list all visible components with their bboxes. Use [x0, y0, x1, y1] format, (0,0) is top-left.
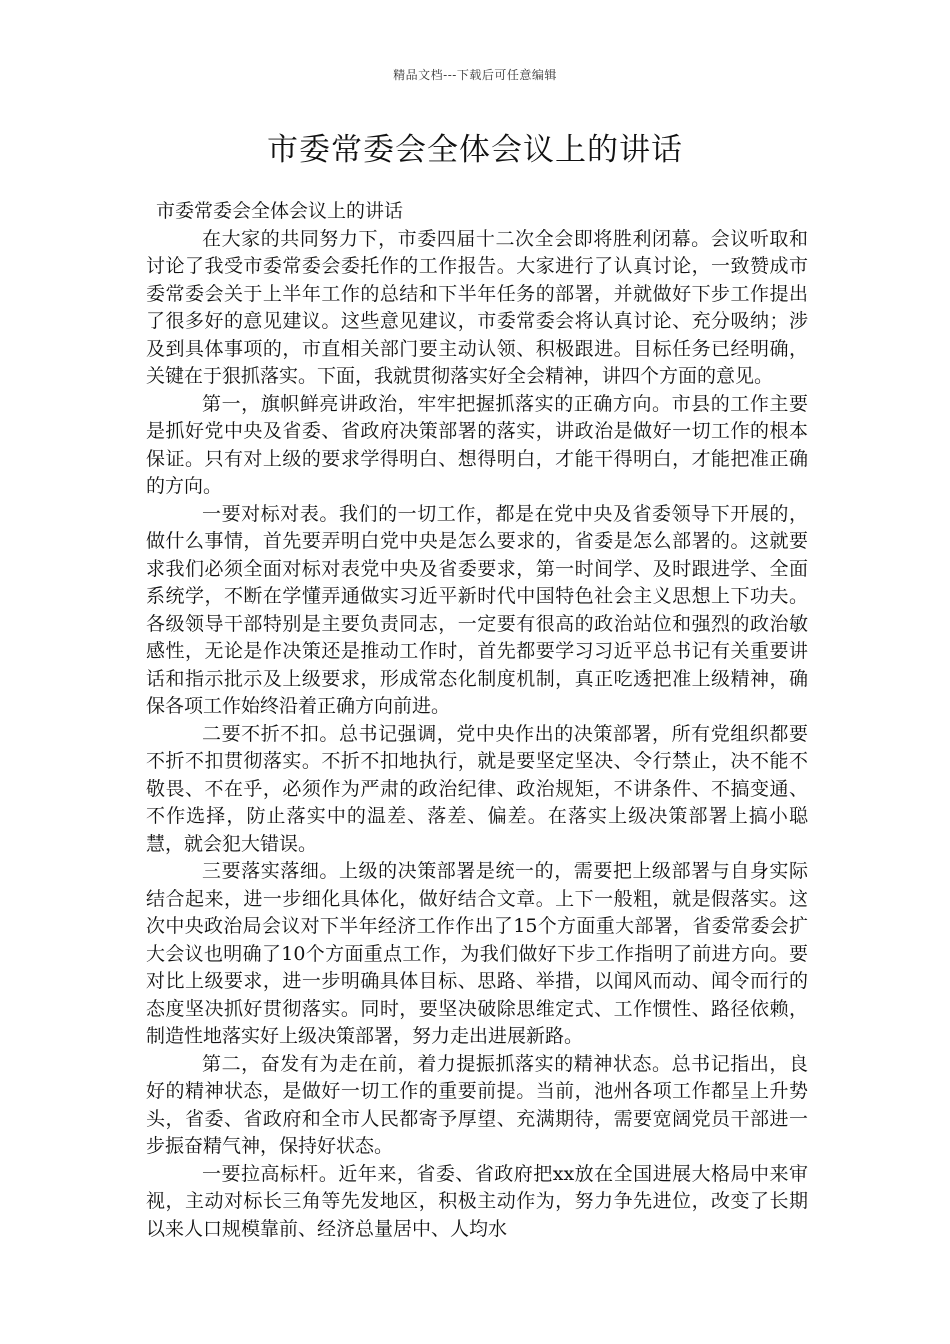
paragraph-section-1-point-2: 二要不折不扣。总书记强调，党中央作出的决策部署，所有党组织都要不折不扣贯彻落实。不折不扣地执行，就是要坚定坚决、令行禁止，决不能不敬畏、不在乎，必须作为严肃的政治纪律、政治规矩，不讲条件、不搞变通、不作选择，防止落实中的温差、落差、偏差。在落实上级决策部署上搞小聪慧，就会犯大错误。 [146, 722, 808, 855]
paragraph-section-2-point-1: 一要拉高标杆。近年来，省委、省政府把xx放在全国进展大格局中来审视，主动对标长三角等先发地区，积极主动作为，努力争先进位，改变了长期以来人口规模靠前、经济总量居中、人均水 [146, 1162, 808, 1240]
paragraph-section-1: 第一，旗帜鲜亮讲政治，牢牢把握抓落实的正确方向。市县的工作主要是抓好党中央及省委、省政府决策部署的落实，讲政治是做好一切工作的根本保证。只有对上级的要求学得明白、想得明白，才能干得明白，才能把准正确的方向。 [146, 392, 808, 497]
paragraph-section-1-point-3: 三要落实落细。上级的决策部署是统一的，需要把上级部署与自身实际结合起来，进一步细化具体化，做好结合文章。上下一般粗，就是假落实。这次中央政治局会议对下半年经济工作作出了15个方面重大部署，省委常委会扩大会议也明确了10个方面重点工作，为我们做好下步工作指明了前进方向。要对比上级要求，进一步明确具体目标、思路、举措，以闻风而动、闻令而行的态度坚决抓好贯彻落实。同时，要坚决破除思维定式、工作惯性、路径依赖，制造性地落实好上级决策部署，努力走出进展新路。 [146, 860, 808, 1047]
document-subtitle: 市委常委会全体会议上的讲话 [156, 200, 404, 222]
paragraph-section-1-point-1: 一要对标对表。我们的一切工作，都是在党中央及省委领导下开展的，做什么事情，首先要弄明白党中央是怎么要求的，省委是怎么部署的。这就要求我们必须全面对标对表党中央及省委要求，第一时间学、及时跟进学、全面系统学，不断在学懂弄通做实习近平新时代中国特色社会主义思想上下功夫。各级领导干部特别是主要负责同志，一定要有很高的政治站位和强烈的政治敏感性，无论是作决策还是推动工作时，首先都要学习习近平总书记有关重要讲话和指示批示及上级要求，形成常态化制度机制，真正吃透把准上级精神，确保各项工作始终沿着正确方向前进。 [146, 502, 808, 717]
paragraph-section-2: 第二，奋发有为走在前，着力提振抓落实的精神状态。总书记指出，良好的精神状态，是做好一切工作的重要前提。当前，池州各项工作都呈上升势头，省委、省政府和全市人民都寄予厚望、充满期待，需要宽阔党员干部进一步振奋精气神，保持好状态。 [146, 1052, 808, 1157]
document-title: 市委常委会全体会议上的讲话 [267, 132, 683, 168]
paragraph-intro: 在大家的共同努力下，市委四届十二次全会即将胜利闭幕。会议听取和讨论了我受市委常委会委托作的工作报告。大家进行了认真讨论，一致赞成市委常委会关于上半年工作的总结和下半年任务的部署，并就做好下步工作提出了很多好的意见建议。这些意见建议，市委常委会将认真讨论、充分吸纳；涉及到具体事项的，市直相关部门要主动认领、积极跟进。目标任务已经明确，关键在于狠抓落实。下面，我就贯彻落实好全会精神，讲四个方面的意见。 [146, 227, 808, 387]
document-body [146, 198, 808, 1243]
header-note: 精品文档---下载后可任意编辑 [393, 68, 557, 82]
